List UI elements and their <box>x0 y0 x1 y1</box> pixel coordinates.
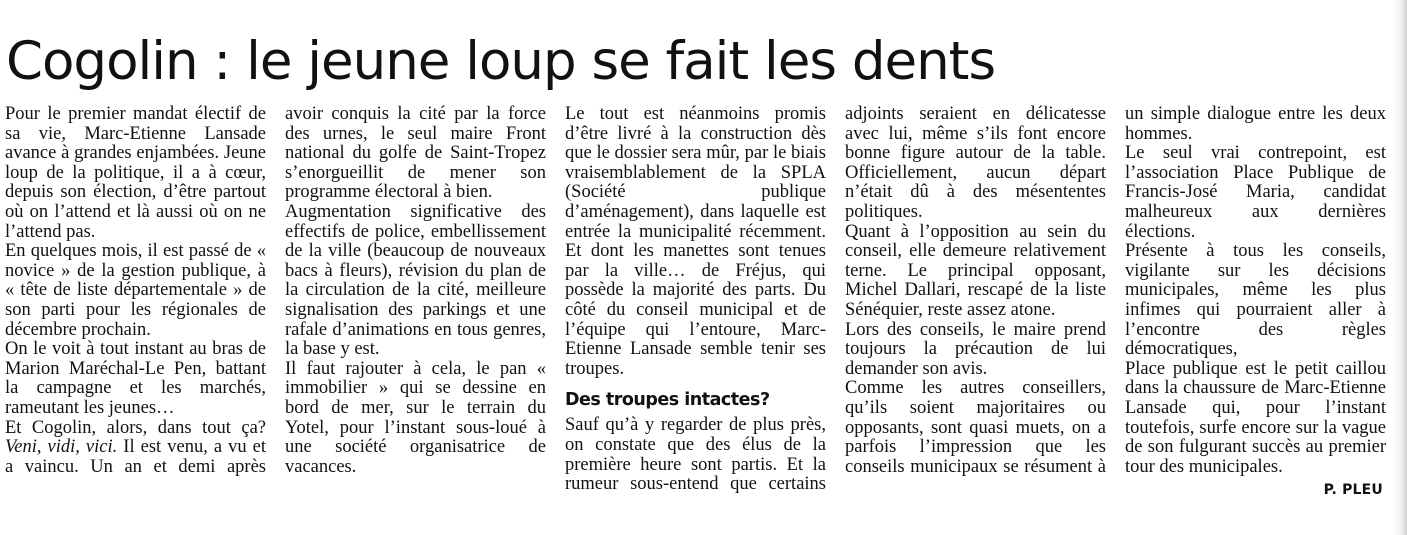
paragraph: Pour le premier mandat électif de sa vie, Marc-Etienne Lansade avance à grandes enjambées. Jeune loup de la politique, il a à cœur, depuis son élection, d’être partout où on l’attend et là aussi où on ne l’attend pas. <box>5 104 266 242</box>
text-column-4 <box>845 105 1106 477</box>
paragraph: Place publique est le petit caillou dans la chaussure de Marc-Etienne Lansade qui, pour l’instant toutefois, surfe encore sur la vague de son fulgurant succès au premier tour des municipales. <box>1125 358 1386 477</box>
paragraph-text: Et Cogolin, alors, dans tout ça? <box>5 417 266 438</box>
paragraph: Comme les autres conseillers, qu’ils soient majoritaires ou opposants, sont quasi muets, on a parfois l’impression que les conseils municipaux se résument à <box>845 378 1106 477</box>
section-subheading: Des troupes intactes? <box>565 390 770 411</box>
paragraph: On le voit à tout instant au bras de Marion Maréchal-Le Pen, battant la campagne et les marchés, rameutant les jeunes… <box>5 339 266 418</box>
text-column-2 <box>285 105 546 477</box>
paragraph: Lors des conseils, le maire prend toujours la précaution de lui demander son avis. <box>845 319 1106 379</box>
text-column-3 <box>565 105 826 495</box>
paragraph <box>5 419 266 478</box>
paragraph: Quant à l’opposition au sein du conseil, elle demeure relativement terne. Le principal opposant, Michel Dallari, rescapé de la liste Sénéquier, reste assez atone. <box>845 221 1106 320</box>
paragraph: un simple dialogue entre les deux hommes. <box>1125 104 1386 144</box>
paragraph: Augmentation significative des effectifs de police, embellissement de la ville (beaucoup de nouveaux bacs à fleurs), révision du plan de la circulation de la cité, meilleure signalisation des parkings et une rafale d’animations en tous genres, la base y est. <box>285 201 546 360</box>
page-edge-shadow <box>1393 0 1407 535</box>
paragraph: Le tout est néanmoins promis d’être livré à la construction dès que le dossier sera mûr, par le biais vraisemblablement de la SPLA (Société publique d’aménagement), dans laquelle est entrée la municipalité récemment. Et dont les manettes sont tenues par la ville… de Fréjus, qui possède la majorité des parts. Du côté du conseil municipal et de l’équipe qui l’entoure, Marc-Etienne Lansade semble tenir ses troupes. <box>565 104 826 379</box>
paragraph: En quelques mois, il est passé de « novice » de la gestion publique, à « tête de liste départementale » de son parti pour les régionales de décembre prochain. <box>5 241 266 340</box>
paragraph: adjoints seraient en délicatesse avec lui, même s’ils font encore bonne figure autour de la table. Officiellement, aucun départ n’était dû à des mésententes politiques. <box>845 104 1106 222</box>
paragraph: Présente à tous les conseils, vigilante sur les décisions municipales, même les plus infimes qui pourraient aller à l’encontre des règles démocratiques, <box>1125 241 1386 360</box>
paragraph-text: Il est venu, a vu et a vaincu. Un an et demi après <box>5 437 267 477</box>
latin-quote: Veni, vidi, vici. <box>5 437 118 458</box>
text-column-5 <box>1125 105 1386 477</box>
paragraph: Le seul vrai contrepoint, est l’association Place Publique de Francis-José Maria, candidat malheureux aux dernières élections. <box>1125 143 1386 242</box>
author-byline: P. PLEU <box>1323 482 1383 498</box>
text-column-1 <box>5 105 266 477</box>
paragraph: Il faut rajouter à cela, le pan « immobilier » qui se dessine en bord de mer, sur le terrain du Yotel, pour l’instant sous-loué à une société organisatrice de vacances. <box>285 358 546 477</box>
paragraph: Sauf qu’à y regarder de plus près, on constate que des élus de la première heure sont partis. Et la rumeur sous-entend que certains <box>565 415 826 495</box>
paragraph: avoir conquis la cité par la force des urnes, le seul maire Front national du golfe de Saint-Tropez s’enorgueillit de mener son programme électoral à bien. <box>285 104 546 203</box>
article-headline: Cogolin : le jeune loup se fait les dents <box>6 31 996 92</box>
